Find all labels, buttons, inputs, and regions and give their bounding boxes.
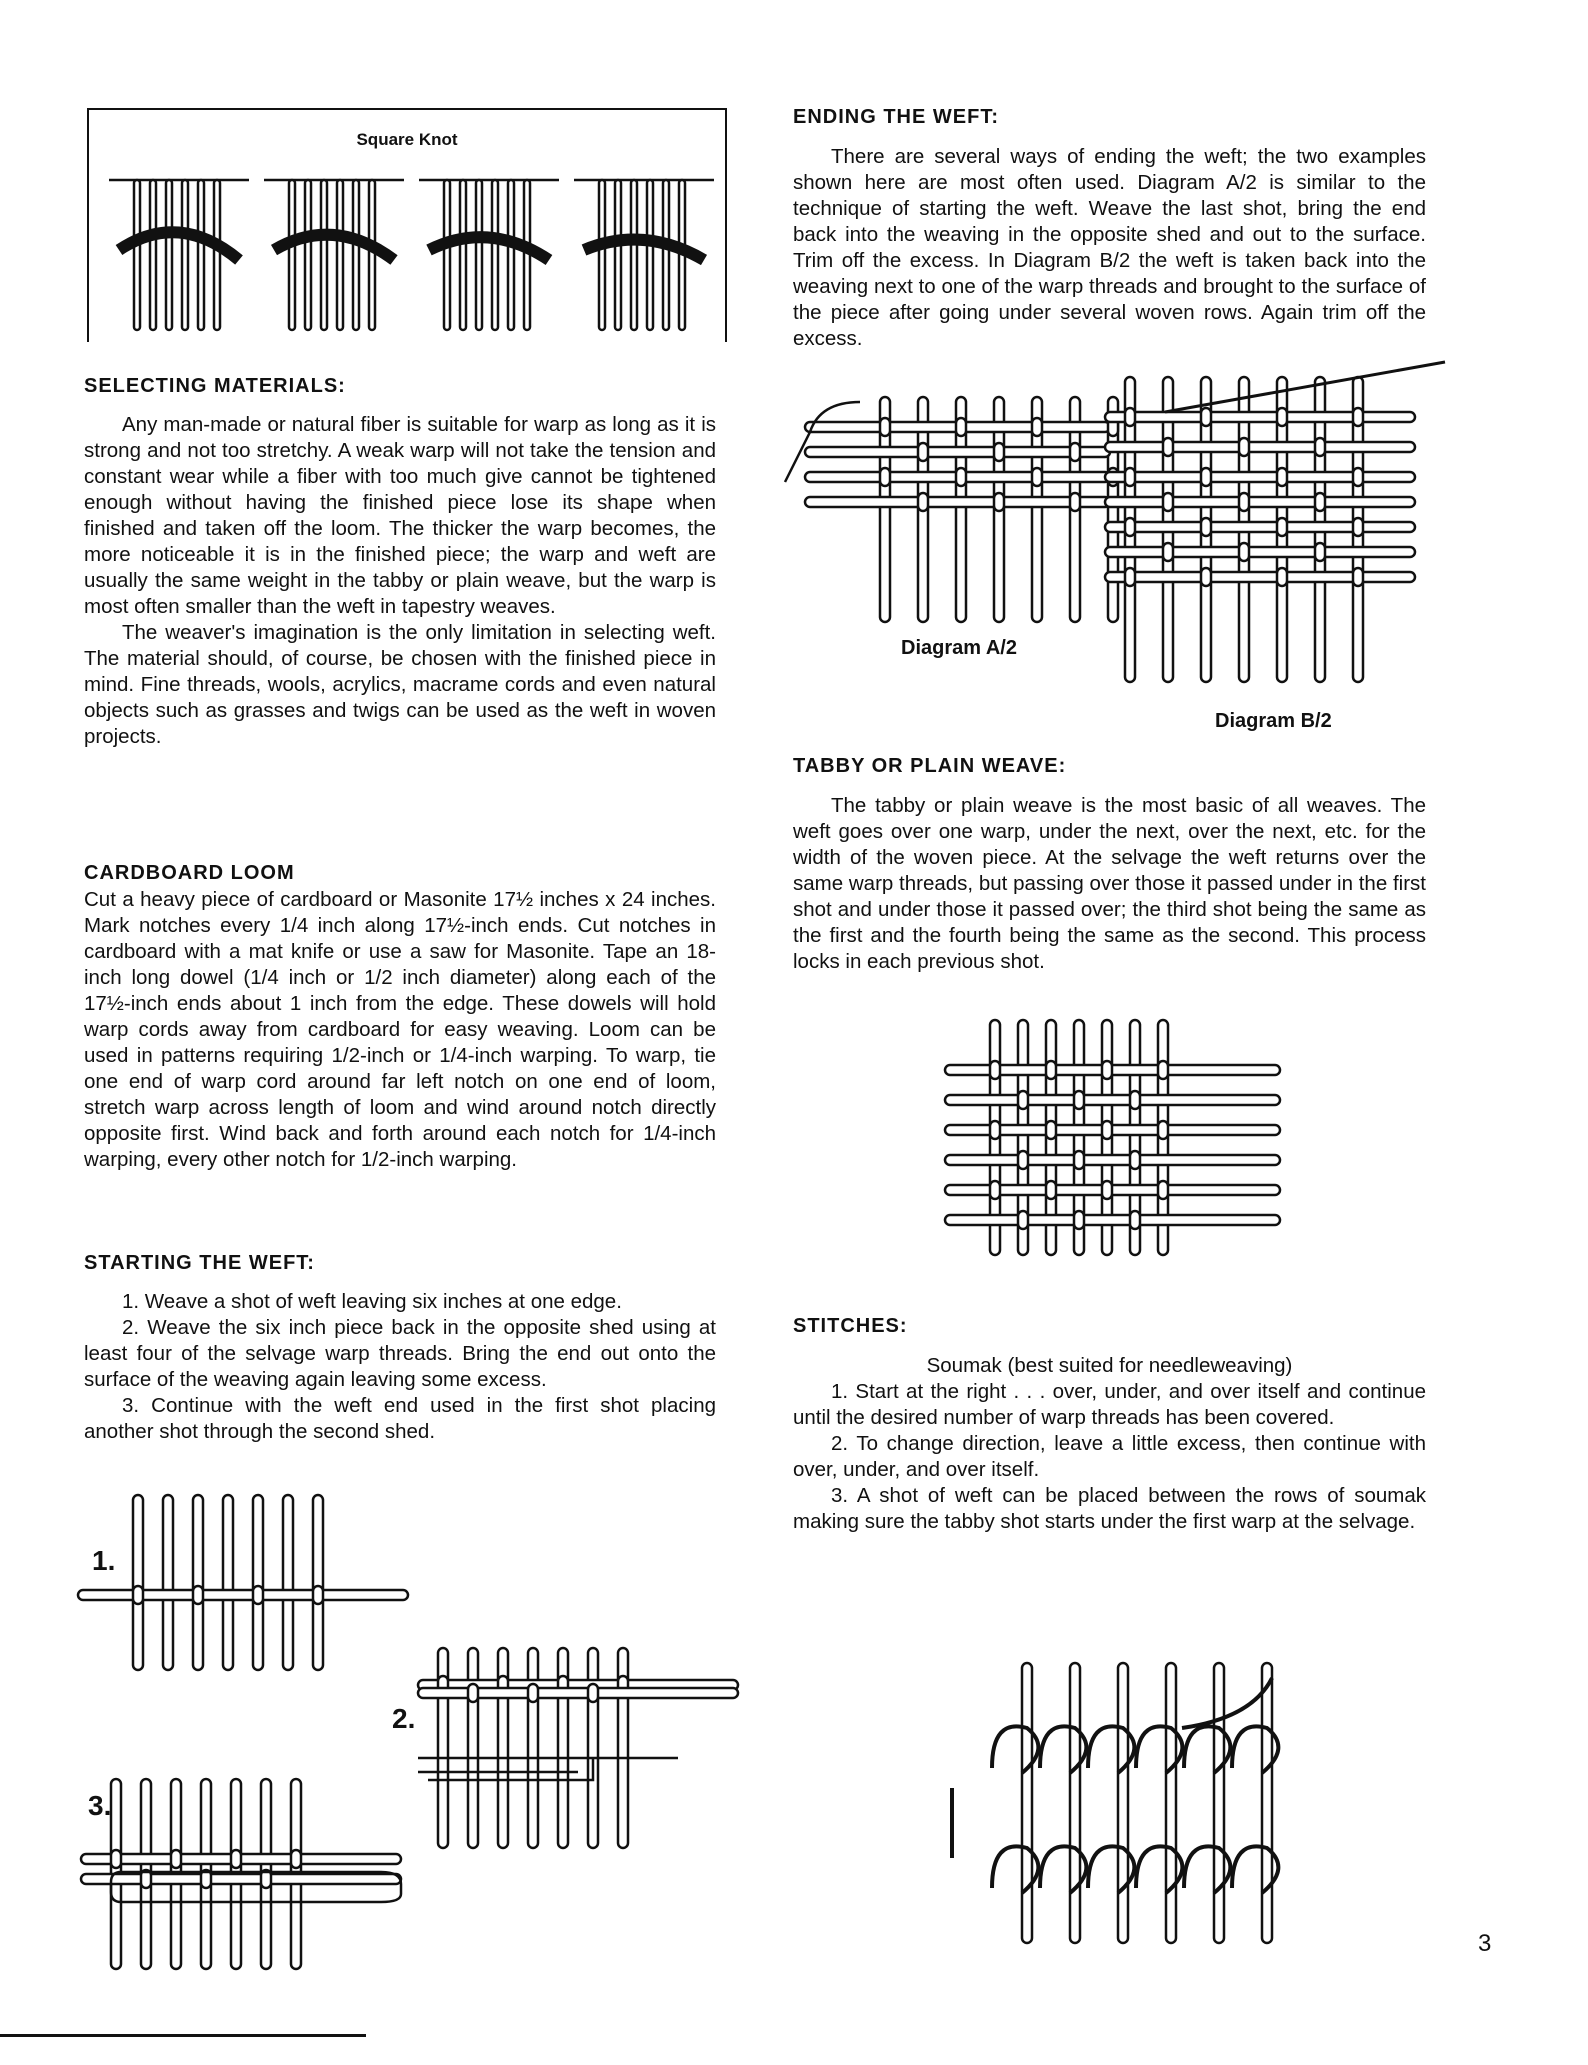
knot-cord xyxy=(460,180,466,330)
paragraph: Any man-made or natural fiber is suitable for warp as long as it is strong and not too stretchy. A weak warp will not take the tension and constant wear while a fiber with too much give cannot be tightened enough without having the finished piece lose its shape when finished and taken off the loom. The thicker the warp becomes, the more noticeable it is in the finished piece; the warp and weft are usually the same weight in the tabby or plain weave, but the warp is most often smaller than the weft in tapestry weaves. xyxy=(84,413,716,618)
diagram-a2 xyxy=(780,392,1120,627)
warp-over xyxy=(468,1684,478,1702)
warp-over xyxy=(956,468,966,486)
selecting-materials-text xyxy=(84,412,716,750)
knot-cord xyxy=(353,180,359,330)
warp-over xyxy=(1277,518,1287,536)
warp-over xyxy=(1125,518,1135,536)
warp-over xyxy=(1018,1151,1028,1169)
knot-cord xyxy=(647,180,653,330)
warp-over xyxy=(291,1850,301,1868)
cardboard-loom-text xyxy=(84,887,716,1173)
warp-over xyxy=(1046,1181,1056,1199)
knot-cord xyxy=(214,180,220,330)
warp-over xyxy=(1239,493,1249,511)
page-number: 3 xyxy=(1478,1930,1492,1957)
weft-thread xyxy=(945,1095,1280,1105)
warp-thread xyxy=(468,1648,478,1848)
knot-cord xyxy=(321,180,327,330)
warp-over xyxy=(1074,1211,1084,1229)
warp-over xyxy=(111,1850,121,1868)
warp-over xyxy=(253,1586,263,1604)
weft-thread xyxy=(78,1590,408,1600)
knot-cord xyxy=(289,180,295,330)
weft-thread xyxy=(1105,442,1415,452)
warp-over xyxy=(880,418,890,436)
warp-over xyxy=(880,468,890,486)
step: 3. Continue with the weft end used in the first shot placing another shot through the second shed. xyxy=(84,1394,716,1443)
tabby-heading: TABBY OR PLAIN WEAVE: xyxy=(793,755,1067,777)
weft-thread xyxy=(1105,572,1415,582)
paragraph: The tabby or plain weave is the most basic of all weaves. The weft goes over one warp, under the next, over the next, etc. for the width of the woven piece. At the selvage the weft returns over the same warp threads, but passing over those it passed under in the first shot and under those it passed over; the third shot being the same as the first and the fourth being the same as the second. This process locks in each previous shot. xyxy=(793,794,1426,973)
weft-thread xyxy=(81,1874,401,1884)
warp-thread xyxy=(163,1495,173,1670)
warp-over xyxy=(1277,408,1287,426)
warp-thread xyxy=(1118,1663,1128,1943)
knot-cord xyxy=(663,180,669,330)
knot-cord xyxy=(599,180,605,330)
warp-over xyxy=(1074,1151,1084,1169)
warp-over xyxy=(133,1586,143,1604)
warp-thread xyxy=(133,1495,143,1670)
warp-over xyxy=(1201,468,1211,486)
warp-over xyxy=(1158,1181,1168,1199)
knot-cord xyxy=(150,180,156,330)
weft-thread xyxy=(1105,497,1415,507)
square-knot-figure xyxy=(87,108,727,342)
warp-over xyxy=(1315,493,1325,511)
weft-thread xyxy=(805,447,1110,457)
weft-return xyxy=(418,1758,678,1780)
diagram-label-3: 3. xyxy=(88,1790,112,1821)
knot-cord xyxy=(615,180,621,330)
warp-over xyxy=(1125,568,1135,586)
stitches-text xyxy=(793,1353,1426,1535)
warp-over xyxy=(1158,1061,1168,1079)
warp-over xyxy=(1239,438,1249,456)
knot-cord xyxy=(182,180,188,330)
warp-over xyxy=(1018,1211,1028,1229)
step: 2. To change direction, leave a little excess, then continue with over, under, and over itself. xyxy=(793,1432,1426,1481)
warp-over xyxy=(1046,1061,1056,1079)
warp-over xyxy=(1201,408,1211,426)
warp-over xyxy=(528,1684,538,1702)
weft-thread xyxy=(1105,547,1415,557)
warp-over xyxy=(1102,1061,1112,1079)
warp-over xyxy=(1315,438,1325,456)
warp-over xyxy=(1353,568,1363,586)
knot-cord xyxy=(631,180,637,330)
weft-tail xyxy=(1182,1678,1272,1728)
warp-thread xyxy=(193,1495,203,1670)
warp-over xyxy=(171,1850,181,1868)
step: 1. Weave a shot of weft leaving six inches at one edge. xyxy=(122,1290,622,1313)
warp-over xyxy=(1353,468,1363,486)
diagram-b2 xyxy=(1105,372,1465,687)
knot-cord xyxy=(305,180,311,330)
warp-thread xyxy=(283,1495,293,1670)
step: 1. Start at the right . . . over, under, and over itself and continue until the desired number of warp threads has been covered. xyxy=(793,1380,1426,1429)
cardboard-loom-heading: CARDBOARD LOOM xyxy=(84,862,295,884)
warp-over xyxy=(1277,568,1287,586)
step: 2. Weave the six inch piece back in the opposite shed using at least four of the selvage warp threads. Bring the end out onto the surface of the weaving again leaving some excess. xyxy=(84,1316,716,1391)
warp-over xyxy=(1163,543,1173,561)
warp-over xyxy=(1070,443,1080,461)
warp-over xyxy=(1201,518,1211,536)
diagram-b2-label: Diagram B/2 xyxy=(1215,710,1332,732)
tabby-weave-diagram xyxy=(945,1015,1285,1255)
warp-over xyxy=(1163,438,1173,456)
diagram-a2-label: Diagram A/2 xyxy=(901,637,1017,659)
knot-cord xyxy=(492,180,498,330)
square-knot-illustration xyxy=(89,110,725,342)
starting-weft-diagram-2 xyxy=(418,1640,738,1850)
diagram-label-2: 2. xyxy=(392,1703,416,1734)
warp-over xyxy=(1277,468,1287,486)
warp-over xyxy=(1032,418,1042,436)
step: 3. A shot of weft can be placed between the rows of soumak making sure the tabby shot starts under the first warp at the selvage. xyxy=(793,1484,1426,1533)
knot-cord xyxy=(134,180,140,330)
warp-over xyxy=(990,1061,1000,1079)
warp-over xyxy=(1201,568,1211,586)
weft-tail xyxy=(785,402,860,482)
starting-weft-diagram-1 xyxy=(78,1490,428,1675)
warp-thread xyxy=(1070,1663,1080,1943)
warp-over xyxy=(1102,1181,1112,1199)
warp-thread xyxy=(1214,1663,1224,1943)
paragraph: Cut a heavy piece of cardboard or Masonite 17½ inches x 24 inches. Mark notches every 1/4 inch along 17½-inch ends. Cut notches in cardboard with a mat knife or use a saw for Masonite. Tape an 18-inch long dowel (1/4 inch or 1/2 inch diameter) along each of the 17½-inch ends about 1 inch from the edge. These dowels will hold warp cords away from cardboard for easy weaving. Loom can be used in patterns requiring 1/2-inch or 1/4-inch warping. To warp, tie one end of warp cord around far left notch on one end of loom, stretch warp across length of loom and wind around notch directly opposite first. Wind back and forth around each notch for 1/4-inch warping, every other notch for 1/2-inch warping. xyxy=(84,888,716,1171)
warp-over xyxy=(588,1684,598,1702)
starting-weft-steps xyxy=(84,1289,716,1445)
soumak-diagram xyxy=(932,1658,1312,1948)
knot-cord xyxy=(508,180,514,330)
warp-over xyxy=(990,1181,1000,1199)
weft-thread xyxy=(805,497,1110,507)
warp-over xyxy=(990,1121,1000,1139)
tabby-text xyxy=(793,793,1426,975)
warp-over xyxy=(1018,1091,1028,1109)
warp-over xyxy=(918,443,928,461)
warp-over xyxy=(1130,1091,1140,1109)
knot-cord xyxy=(444,180,450,330)
soumak-subtitle: Soumak (best suited for needleweaving) xyxy=(926,1354,1293,1377)
warp-thread xyxy=(223,1495,233,1670)
warp-thread xyxy=(253,1495,263,1670)
weft-thread xyxy=(1105,412,1415,422)
warp-over xyxy=(1158,1121,1168,1139)
weft-thread xyxy=(945,1215,1280,1225)
warp-over xyxy=(994,443,1004,461)
warp-over xyxy=(1239,543,1249,561)
weft-thread xyxy=(418,1688,738,1698)
ending-weft-heading: ENDING THE WEFT: xyxy=(793,106,999,128)
warp-over xyxy=(1130,1151,1140,1169)
warp-over xyxy=(1102,1121,1112,1139)
bottom-rule xyxy=(0,2034,366,2037)
weft-thread xyxy=(1105,472,1415,482)
square-knot-title: Square Knot xyxy=(356,130,458,149)
warp-thread xyxy=(528,1648,538,1848)
warp-over xyxy=(956,418,966,436)
knot-cord xyxy=(337,180,343,330)
warp-over xyxy=(1315,543,1325,561)
starting-weft-diagram-3 xyxy=(81,1774,421,1969)
warp-over xyxy=(1125,468,1135,486)
weft-thread xyxy=(1105,522,1415,532)
warp-over xyxy=(313,1586,323,1604)
warp-over xyxy=(1074,1091,1084,1109)
warp-over xyxy=(994,493,1004,511)
warp-over xyxy=(231,1850,241,1868)
warp-over xyxy=(193,1586,203,1604)
warp-thread xyxy=(1166,1663,1176,1943)
weft-thread xyxy=(945,1155,1280,1165)
paragraph: The weaver's imagination is the only limitation in selecting weft. The material should, of course, be chosen with the finished piece in mind. Fine threads, wools, acrylics, macrame cords and even natural objects such as grasses and twigs can be used as the weft in woven projects. xyxy=(84,621,716,748)
warp-over xyxy=(918,493,928,511)
warp-thread xyxy=(313,1495,323,1670)
warp-over xyxy=(1125,408,1135,426)
warp-over xyxy=(1046,1121,1056,1139)
knot-cord xyxy=(198,180,204,330)
warp-over xyxy=(1353,518,1363,536)
diagram-label-1: 1. xyxy=(92,1545,116,1576)
ending-weft-text xyxy=(793,144,1426,352)
paragraph: There are several ways of ending the weft; the two examples shown here are most often used. Diagram A/2 is similar to the technique of starting the weft. Weave the last shot, bring the end back into the weaving in the opposite shed and out to the surface. Trim off the excess. In Diagram B/2 the weft is taken back into the weaving next to one of the warp threads and brought to the surface of the piece after going under several woven rows. Again trim off the excess. xyxy=(793,145,1426,350)
warp-over xyxy=(1163,493,1173,511)
warp-thread xyxy=(1262,1663,1272,1943)
warp-over xyxy=(1353,408,1363,426)
warp-over xyxy=(1032,468,1042,486)
knot-cord xyxy=(166,180,172,330)
knot-cord xyxy=(476,180,482,330)
selecting-materials-heading: SELECTING MATERIALS: xyxy=(84,375,346,397)
stitches-heading: STITCHES: xyxy=(793,1315,908,1337)
knot-cord xyxy=(369,180,375,330)
warp-thread xyxy=(1022,1663,1032,1943)
warp-over xyxy=(1070,493,1080,511)
warp-over xyxy=(1130,1211,1140,1229)
starting-weft-heading: STARTING THE WEFT: xyxy=(84,1252,315,1274)
warp-thread xyxy=(588,1648,598,1848)
